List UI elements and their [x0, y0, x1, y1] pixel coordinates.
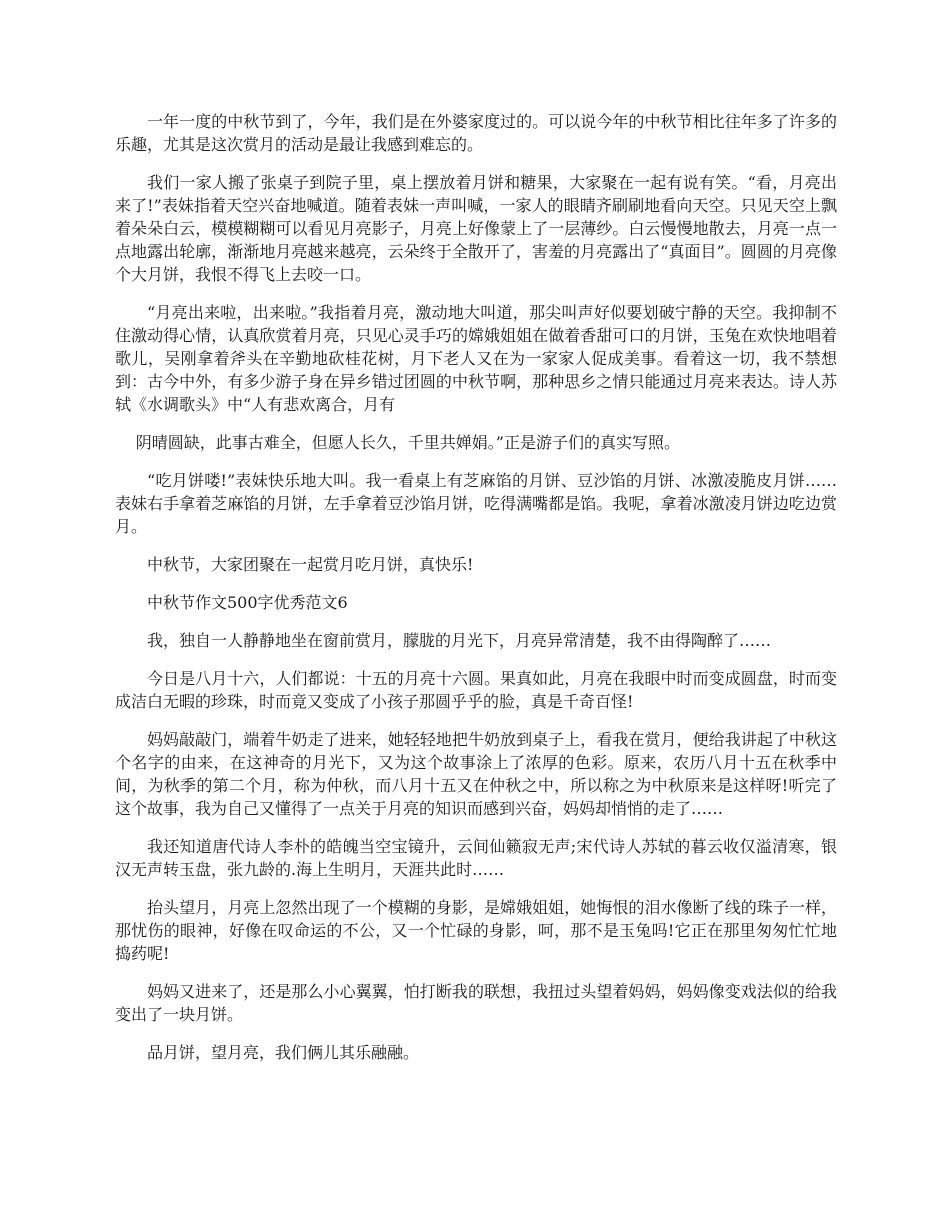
paragraph: 中秋节，大家团聚在一起赏月吃月饼，真快乐!	[147, 555, 474, 574]
paragraph: 妈妈又进来了，还是那么小心翼翼，怕打断我的联想，我扭过头望着妈妈，妈妈像变戏法似的给我变出了一块月饼。	[115, 982, 837, 1024]
paragraph: 抬头望月，月亮上忽然出现了一个模糊的身影，是嫦娥姐姐，她悔恨的泪水像断了线的珠子一样，那忧伤的眼神，好像在叹命运的不公，又一个忙碌的身影，呵，那不是玉兔吗!它正在那里匆匆忙忙地捣药呢!	[115, 898, 837, 963]
paragraph: “吃月饼喽!”表妹快乐地大叫。我一看桌上有芝麻馅的月饼、豆沙馅的月饼、冰激凌脆皮月饼……表妹右手拿着芝麻馅的月饼，左手拿着豆沙馅月饼，吃得满嘴都是馅。我呢，拿着冰激凌月饼边吃边赏月。	[115, 471, 837, 536]
paragraph: 一年一度的中秋节到了，今年，我们是在外婆家度过的。可以说今年的中秋节相比往年多了许多的乐趣，尤其是这次赏月的活动是最让我感到难忘的。	[115, 112, 837, 154]
paragraph: 今日是八月十六，人们都说：十五的月亮十六圆。果真如此，月亮在我眼中时而变成圆盘，时而变成洁白无暇的珍珠，时而竟又变成了小孩子那圆乎乎的脸，真是千奇百怪!	[115, 669, 837, 711]
section-title: 中秋节作文500字优秀范文6	[147, 593, 348, 612]
paragraph: “月亮出来啦，出来啦。”我指着月亮，激动地大叫道，那尖叫声好似要划破宁静的天空。我抑制不住激动得心情，认真欣赏着月亮，只见心灵手巧的嫦娥姐姐在做着香甜可口的月饼，玉兔在欢快地唱着歌儿，吴刚拿着斧头在辛勤地砍桂花树，月下老人又在为一家家人促成美事。看着这一切，我不禁想到：古今中外，有多少游子身在异乡错过团圆的中秋节啊，那种思乡之情只能通过月亮来表达。诗人苏轼《水调歌头》中“人有悲欢离合，月有	[115, 303, 837, 414]
paragraph: 我，独自一人静静地坐在窗前赏月，朦胧的月光下，月亮异常清楚，我不由得陶醉了……	[147, 631, 772, 650]
paragraph: 妈妈敲敲门，端着牛奶走了进来，她轻轻地把牛奶放到桌子上，看我在赏月，便给我讲起了中秋这个名字的由来，在这神奇的月光下，又为这个故事涂上了浓厚的色彩。原来，农历八月十五在秋季中间，为秋季的第二个月，称为仲秋，而八月十五又在仲秋之中，所以称之为中秋原来是这样呀!听完了这个故事，我为自己又懂得了一点关于月亮的知识而感到兴奋，妈妈却悄悄的走了……	[115, 730, 837, 818]
document-page	[115, 110, 837, 1079]
paragraph: 我还知道唐代诗人李朴的皓魄当空宝镜升，云间仙籁寂无声;宋代诗人苏轼的暮云收仅溢清寒，银汉无声转玉盘，张九龄的.海上生明月，天涯共此时……	[115, 837, 837, 879]
paragraph: 阴晴圆缺，此事古难全，但愿人长久，千里共婵娟。”正是游子们的真实写照。	[135, 433, 680, 452]
paragraph: 品月饼，望月亮，我们俩儿其乐融融。	[147, 1043, 420, 1062]
paragraph: 我们一家人搬了张桌子到院子里，桌上摆放着月饼和糖果，大家聚在一起有说有笑。“看，月亮出来了!”表妹指着天空兴奋地喊道。随着表妹一声叫喊，一家人的眼睛齐刷刷地看向天空。只见天空上飘着朵朵白云，模模糊糊可以看见月亮影子，月亮上好像蒙上了一层薄纱。白云慢慢地散去，月亮一点一点地露出轮廓，渐渐地月亮越来越亮，云朵终于全散开了，害羞的月亮露出了“真面目”。圆圆的月亮像个大月饼，我恨不得飞上去咬一口。	[115, 173, 837, 284]
